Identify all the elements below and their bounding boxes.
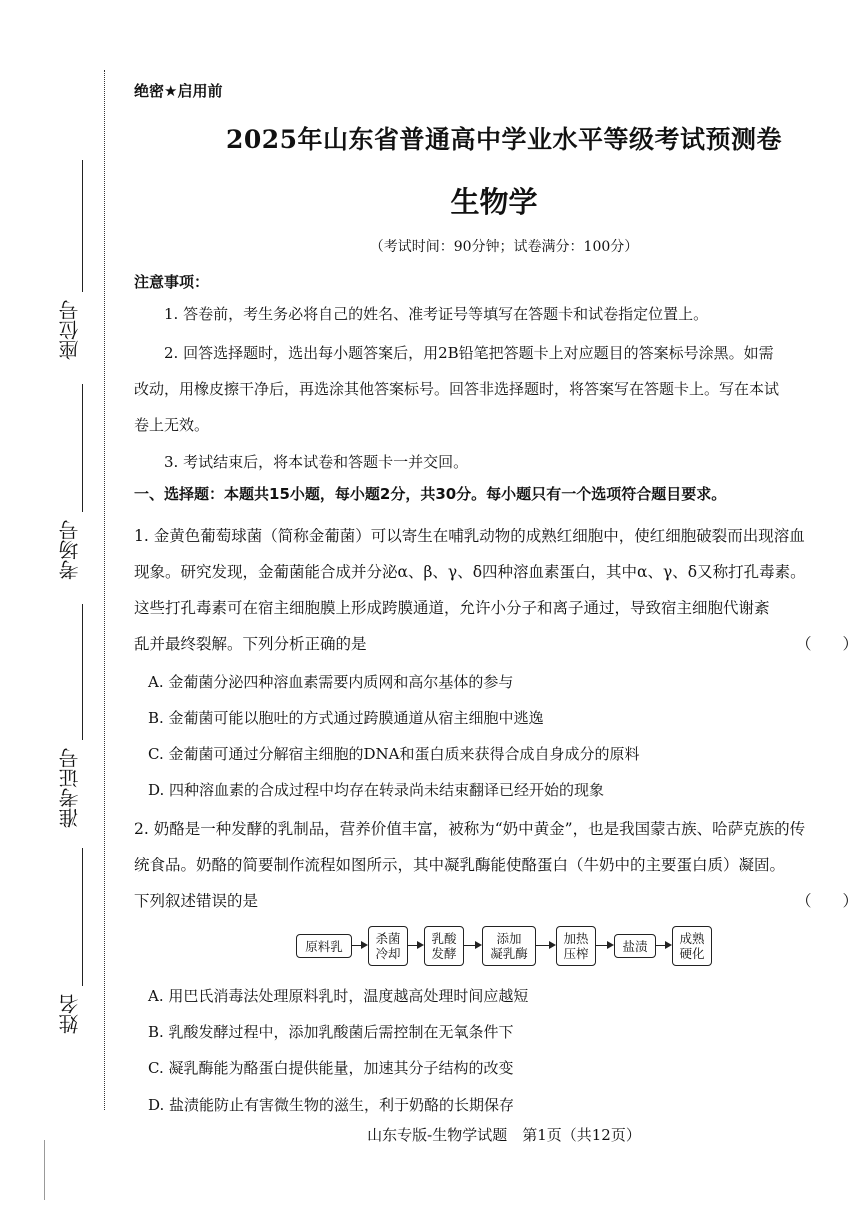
exam-room-label: 考场号: [58, 520, 82, 580]
q2-option-c[interactable]: C. 凝乳酶能为酪蛋白提供能量，加速其分子结构的改变: [148, 1059, 514, 1077]
subject-title: 生物学: [450, 185, 538, 219]
exam-time: （考试时间：90分钟；试卷满分：100分）: [369, 239, 639, 255]
flow-arrow: [536, 945, 554, 946]
notice-item-2-line-1: 2. 回答选择题时，选出每小题答案后，用2B铅笔把答题卡上对应题目的答案标号涂黑。如需: [164, 344, 774, 362]
notice-item-3: 3. 考试结束后，将本试卷和答题卡一并交回。: [164, 453, 469, 471]
exam-room-line[interactable]: [82, 384, 83, 512]
q1-option-b[interactable]: B. 金葡菌可能以胞吐的方式通过跨膜通道从宿主细胞中逃逸: [148, 709, 544, 727]
q1-stem-last: 乱并最终裂解。下列分析正确的是: [134, 635, 367, 653]
q2-option-d[interactable]: D. 盐渍能防止有害微生物的滋生，利于奶酪的长期保存: [148, 1096, 515, 1114]
q1-option-c[interactable]: C. 金葡菌可通过分解宿主细胞的DNA和蛋白质来获得合成自身成分的原料: [148, 745, 640, 763]
q1-option-d[interactable]: D. 四种溶血素的合成过程中均存在转录尚未结束翻译已经开始的现象: [148, 781, 605, 799]
flow-step-sterilize: 杀菌 冷却: [368, 926, 408, 966]
exam-title: 2025年山东省普通高中学业水平等级考试预测卷: [225, 125, 783, 154]
q1-stem-line-1: 1. 金黄色葡萄球菌（简称金葡菌）可以寄生在哺乳动物的成熟红细胞中，使红细胞破裂而出现溶血: [134, 527, 805, 545]
q1-answer-bracket[interactable]: （ ）: [795, 635, 858, 653]
q1-option-a[interactable]: A. 金葡菌分泌四种溶血素需要内质网和高尔基体的参与: [148, 673, 514, 691]
q2-stem-line-3: [134, 883, 858, 919]
binding-dotted-line: [104, 70, 105, 1110]
flow-arrow: [656, 945, 670, 946]
q2-answer-bracket[interactable]: （ ）: [795, 892, 858, 910]
q1-stem-line-4: [134, 626, 858, 662]
q2-stem-last: 下列叙述错误的是: [134, 892, 259, 910]
q1-stem-line-3: 这些打孔毒素可在宿主细胞膜上形成跨膜通道，允许小分子和离子通过，导致宿主细胞代谢紊: [134, 599, 770, 617]
flow-step-add-rennet: 添加 凝乳酶: [482, 926, 536, 966]
notice-heading: 注意事项：: [134, 273, 210, 291]
name-line[interactable]: [82, 848, 83, 986]
q2-option-b[interactable]: B. 乳酸发酵过程中，添加乳酸菌后需控制在无氧条件下: [148, 1023, 514, 1041]
notice-item-1: 1. 答卷前，考生务必将自己的姓名、准考证号等填写在答题卡和试卷指定位置上。: [164, 305, 709, 323]
cheese-process-flowchart: [296, 926, 716, 966]
section-1-heading: 一、选择题：本题共15小题，每小题2分，共30分。每小题只有一个选项符合题目要求。: [134, 485, 727, 503]
flow-step-salting: 盐渍: [614, 934, 656, 958]
confidential-mark: 绝密★启用前: [134, 82, 223, 100]
flow-step-raw-milk: 原料乳: [296, 934, 352, 958]
flow-arrow: [408, 945, 422, 946]
flow-arrow: [352, 945, 366, 946]
page-footer: 山东专版-生物学试题 第1页（共12页）: [367, 1126, 641, 1144]
q2-stem-line-1: 2. 奶酪是一种发酵的乳制品，营养价值丰富，被称为“奶中黄金”，也是我国蒙古族、哈萨克族的传: [134, 820, 806, 838]
flow-step-heat-press: 加热 压榨: [556, 926, 596, 966]
notice-item-2-line-3: 卷上无效。: [134, 416, 210, 434]
flow-arrow: [464, 945, 480, 946]
flow-step-lactic-fermentation: 乳酸 发酵: [424, 926, 464, 966]
notice-item-2-line-2: 改动，用橡皮擦干净后，再选涂其他答案标号。回答非选择题时，将答案写在答题卡上。写在本试: [134, 380, 780, 398]
q1-stem-line-2: 现象。研究发现，金葡菌能合成并分泌α、β、γ、δ四种溶血素蛋白，其中α、γ、δ又称打孔毒素。: [134, 563, 806, 581]
edge-mark: [44, 1140, 45, 1200]
ticket-number-line[interactable]: [82, 604, 83, 740]
name-label: 姓名: [58, 994, 82, 1034]
flow-arrow: [596, 945, 612, 946]
q2-stem-line-2: 统食品。奶酪的简要制作流程如图所示，其中凝乳酶能使酪蛋白（牛奶中的主要蛋白质）凝固。: [134, 856, 786, 874]
ticket-number-label: 准考证号: [58, 748, 82, 828]
flow-step-ripening: 成熟 硬化: [672, 926, 712, 966]
seat-number-label: 座位号: [58, 300, 82, 360]
q2-option-a[interactable]: A. 用巴氏消毒法处理原料乳时，温度越高处理时间应越短: [148, 987, 529, 1005]
